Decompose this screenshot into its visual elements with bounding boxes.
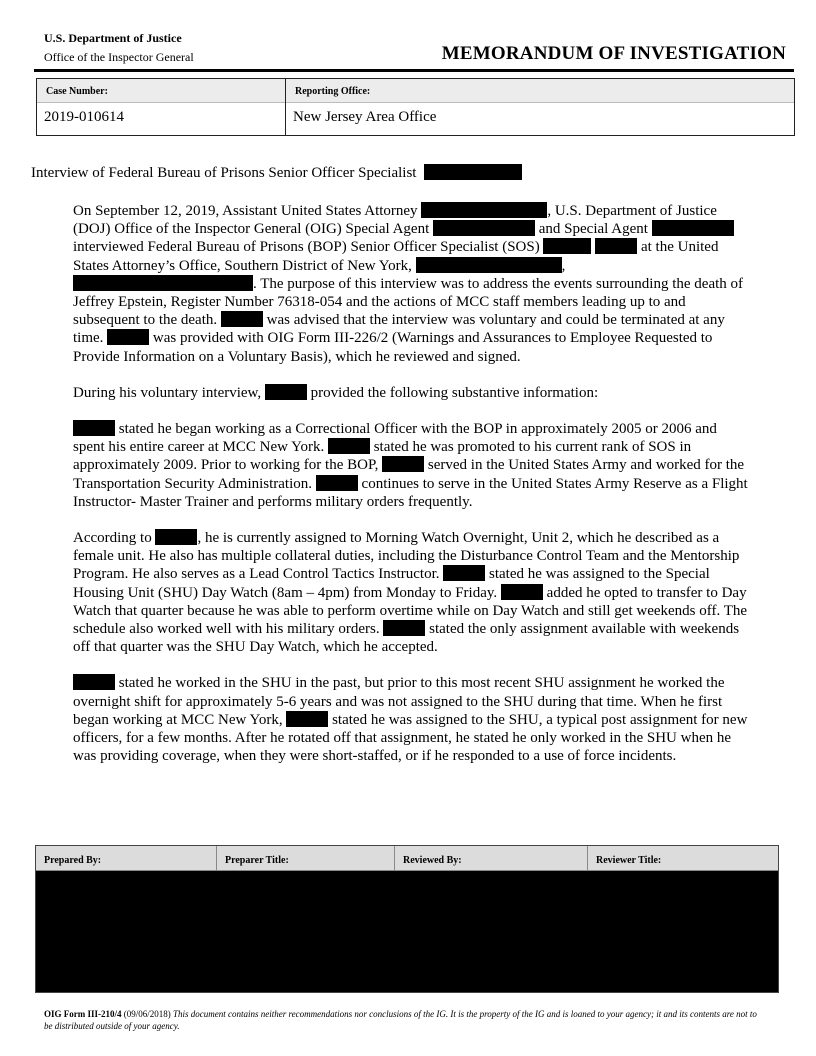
redaction-block <box>383 620 425 636</box>
text-span: On September 12, 2019, Assistant United States Attorney <box>73 203 418 219</box>
signature-table <box>35 845 779 993</box>
redaction-block <box>328 438 370 454</box>
text-span: provided the following substantive information: <box>310 384 599 401</box>
text-span: continues to serve in the United States Army Reserve as a Flight Instructor- Master Trainer and performs military orders frequently. <box>73 475 748 510</box>
text-span: was provided with OIG Form III-226/2 (Warnings and Assurances to Employee Requested to Provide Information on a Voluntary Basis), which he reviewed and signed. <box>73 330 713 365</box>
redaction-block <box>595 238 637 254</box>
header-rule <box>34 69 794 72</box>
text-span: stated he was assigned to the Special Housing Unit (SHU) Day Watch (8am – 4pm) from Monday to Friday. <box>73 566 710 601</box>
header-office: Office of the Inspector General <box>44 50 194 64</box>
redaction-block <box>443 565 485 581</box>
form-id: OIG Form III-210/4 <box>44 1009 122 1019</box>
reporting-office-value: New Jersey Area Office <box>293 109 437 125</box>
text-span: was advised that the interview was voluntary and could be terminated at any time. <box>73 312 725 347</box>
text-span: , U.S. Department of Justice (DOJ) Office of the Inspector General (OIG) Special Agent <box>73 203 717 238</box>
redaction-block <box>424 164 522 180</box>
redaction-block <box>73 275 253 291</box>
redaction-block <box>433 220 535 236</box>
text-span: stated he began working as a Correctional Officer with the BOP in approximately 2005 or 2006 and spent his entire career at MCC New York. <box>73 421 717 456</box>
redaction-block <box>652 220 734 236</box>
reviewed-by-header: Reviewed By: <box>395 846 588 871</box>
case-info-table <box>36 78 795 136</box>
memo-body <box>73 202 748 783</box>
redaction-block <box>265 384 307 400</box>
paragraph-3 <box>73 420 748 511</box>
interview-subject-line <box>31 164 522 182</box>
text-span: stated the only assignment available with weekends off that quarter was the SHU Day Watch, which he accepted. <box>73 621 740 656</box>
redaction-block <box>543 238 591 254</box>
case-number-cell <box>37 79 286 135</box>
form-date: (09/06/2018) <box>121 1009 171 1019</box>
text-span: stated he was assigned to the SHU, a typical post assignment for new officers, for a few months. After he rotated off that assignment, he stated he only worked in the SHU when he was providing coverage, when they were short-staffed, or if he responded to a use of force incidents. <box>73 711 748 765</box>
text-span: stated he was promoted to his current rank of SOS in approximately 2009. Prior to working for the BOP, <box>73 439 692 474</box>
text-span: , <box>561 257 566 274</box>
reviewer-title-header: Reviewer Title: <box>588 846 778 871</box>
case-number-label: Case Number: <box>37 79 285 103</box>
redaction-block <box>36 871 778 992</box>
redaction-block <box>416 257 562 273</box>
form-disclaimer: This document contains neither recommendations nor conclusions of the IG. It is the property of the IG and is loaned to your agency; it and its contents are not to be distributed outside of your agency. <box>44 1009 757 1031</box>
text-span: added he opted to transfer to Day Watch that quarter because he was able to perform overtime while on Day Watch and still get weekends off. The schedule also worked well with his military orders. <box>73 584 748 638</box>
reporting-office-label: Reporting Office: <box>286 79 794 103</box>
redaction-block <box>73 420 115 436</box>
text-span: served in the United States Army and worked for the Transportation Security Administration. <box>73 457 745 492</box>
text-span: , he is currently assigned to Morning Watch Overnight, Unit 2, which he described as a female unit. He also has multiple collateral duties, including the Disturbance Control Team and the Mentorship Program. He also serves as a Lead Control Tactics Instructor. <box>73 530 740 583</box>
text-span: interviewed Federal Bureau of Prisons (BOP) Senior Officer Specialist (SOS) <box>73 239 540 256</box>
text-span: According to <box>73 530 152 547</box>
subject-text: Interview of Federal Bureau of Prisons Senior Officer Specialist <box>31 165 417 181</box>
redaction-block <box>107 329 149 345</box>
text-span: at the United States Attorney’s Office, Southern District of New York, <box>73 239 719 274</box>
prepared-by-header: Prepared By: <box>36 846 217 871</box>
redaction-block <box>316 475 358 491</box>
paragraph-1 <box>73 202 748 366</box>
text-span: and Special Agent <box>538 221 648 238</box>
paragraph-2 <box>73 384 748 402</box>
paragraph-4 <box>73 529 748 656</box>
text-span: stated he worked in the SHU in the past, but prior to this most recent SHU assignment he worked the overnight shift for approximately 5-6 years and was not assigned to the SHU during that time. When he first began working at MCC New York, <box>73 675 725 728</box>
redaction-block <box>382 456 424 472</box>
redaction-block <box>155 529 197 545</box>
paragraph-5 <box>73 674 748 765</box>
document-title: MEMORANDUM OF INVESTIGATION <box>441 43 786 64</box>
preparer-title-header: Preparer Title: <box>217 846 395 871</box>
redaction-block <box>73 674 115 690</box>
reporting-office-cell <box>286 79 794 135</box>
redaction-block <box>221 311 263 327</box>
header-department: U.S. Department of Justice <box>44 31 182 45</box>
text-span: During his voluntary interview, <box>73 384 262 401</box>
text-span: . The purpose of this interview was to address the events surrounding the death of Jeffrey Epstein, Register Number 76318-054 and the actions of MCC staff members leading up to and subsequent to the death. <box>73 275 744 329</box>
redaction-block <box>286 711 328 727</box>
case-number-value: 2019-010614 <box>44 109 124 125</box>
redaction-block <box>501 584 543 600</box>
form-footnote <box>44 1008 764 1032</box>
redaction-block <box>421 202 547 218</box>
